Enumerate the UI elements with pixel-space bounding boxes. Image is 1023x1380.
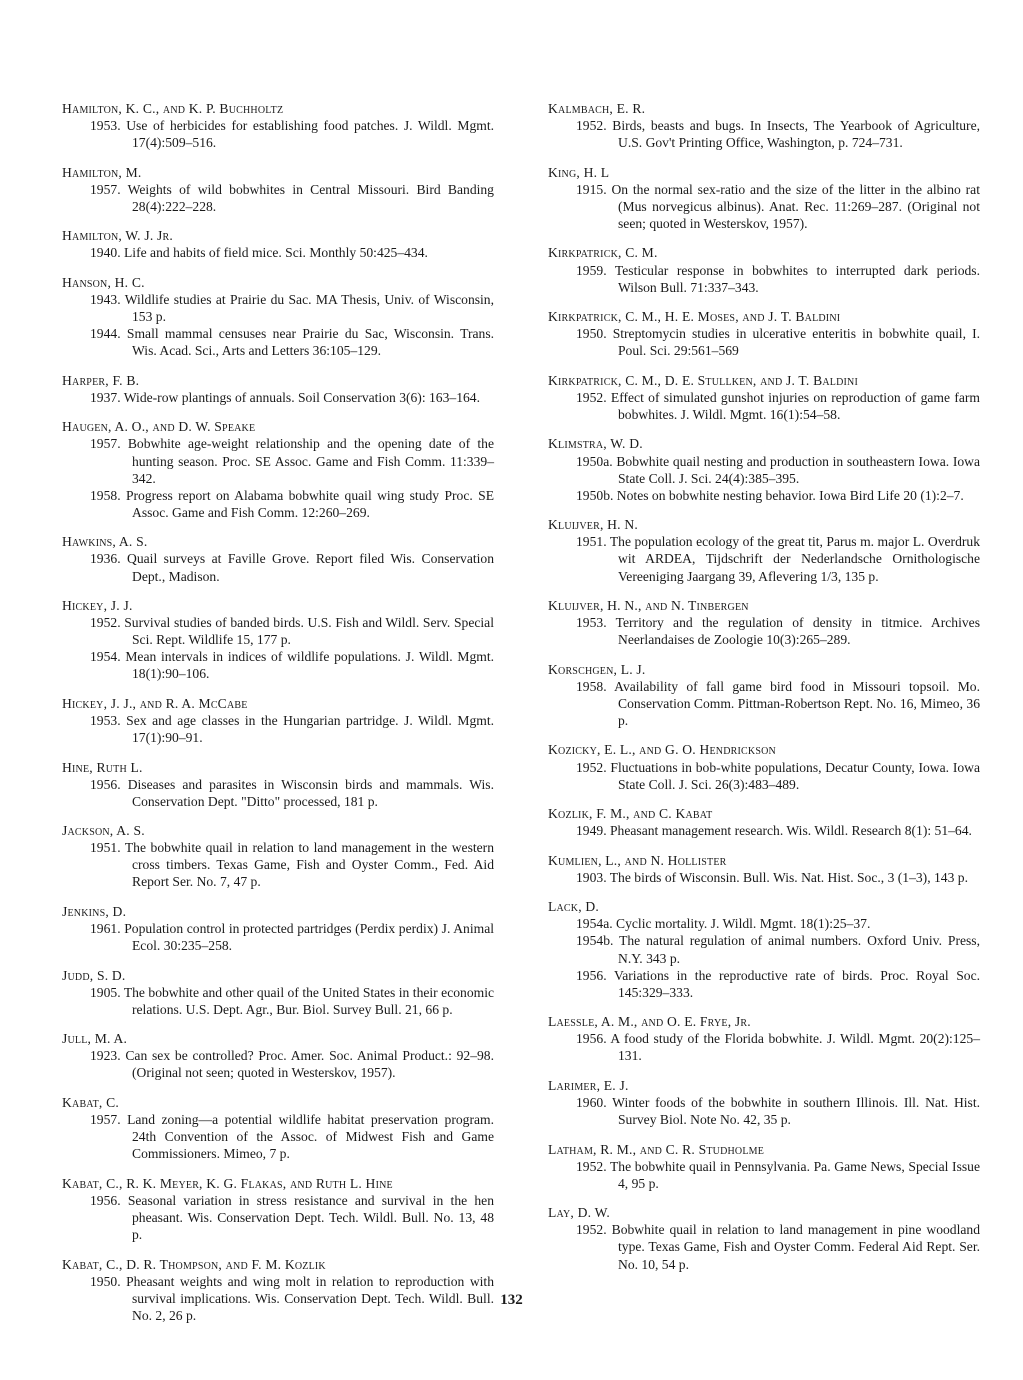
reference-author: Kozicky, E. L., and G. O. Hendrickson	[548, 742, 776, 758]
citation-text: The birds of Wisconsin. Bull. Wis. Nat. Hist. Soc., 3 (1–3), 143 p.	[609, 869, 968, 885]
citation-text: Mean intervals in indices of wildlife populations. J. Wildl. Mgmt. 18(1):90–106.	[125, 649, 495, 682]
reference-author: Haugen, A. O., and D. W. Speake	[62, 419, 256, 435]
page-number: 132	[500, 1292, 523, 1308]
citation-text: Territory and the regulation of density in titmice. Archives Neerlandaises de Zoologie 10(3):265–289.	[615, 615, 980, 648]
citation-text: Testicular response in bobwhites to interrupted dark periods. Wilson Bull. 71:337–343.	[614, 262, 980, 295]
reference-entry	[548, 244, 980, 295]
reference-citation	[548, 1221, 980, 1272]
reference-citation	[548, 967, 980, 1001]
reference-citation	[548, 759, 980, 793]
reference-author: Larimer, E. J.	[548, 1077, 629, 1093]
citation-text: Can sex be controlled? Proc. Amer. Soc. Animal Product.: 92–98. (Original not seen; quoted in Westerskov, 1957).	[125, 1048, 494, 1081]
citation-text: Notes on bobwhite nesting behavior. Iowa Bird Life 20 (1):2–7.	[616, 487, 964, 503]
citation-year: 1950b.	[576, 487, 614, 503]
citation-year: 1915.	[576, 181, 607, 197]
reference-entry	[548, 308, 980, 359]
reference-author: Hamilton, K. C., and K. P. Buchholtz	[62, 101, 284, 116]
citation-text: Progress report on Alabama bobwhite quail wing study Proc. SE Assoc. Game and Fish Comm. 12:260–269.	[125, 487, 495, 520]
reference-entry	[548, 1013, 980, 1064]
reference-entry	[62, 1256, 494, 1324]
citation-year: 1958.	[576, 678, 607, 694]
citation-text: Wide-row plantings of annuals. Soil Conservation 3(6): 163–164.	[123, 389, 480, 405]
citation-year: 1952.	[576, 1222, 607, 1238]
reference-author: Hamilton, W. J. Jr.	[62, 228, 173, 244]
reference-citation	[62, 984, 494, 1018]
reference-author: Judd, S. D.	[62, 967, 126, 983]
reference-citation	[548, 117, 980, 151]
right-column	[548, 100, 980, 1285]
reference-author: Lay, D. W.	[548, 1205, 610, 1221]
citation-year: 1953.	[576, 615, 607, 631]
reference-entry	[62, 822, 494, 890]
reference-citation	[548, 869, 980, 886]
reference-entry	[548, 435, 980, 503]
citation-text: Survival studies of banded birds. U.S. Fish and Wildl. Serv. Special Sci. Rept. Wildlife 15, 177 p.	[124, 615, 494, 648]
reference-entry	[62, 759, 494, 810]
reference-citation	[62, 291, 494, 325]
citation-text: The bobwhite and other quail of the United States in their economic relations. U.S. Dept. Agr., Bur. Biol. Survey Bull. 21, 66 p.	[123, 984, 495, 1017]
citation-text: Pheasant management research. Wis. Wildl. Research 8(1): 51–64.	[610, 823, 972, 839]
reference-author: Latham, R. M., and C. R. Studholme	[548, 1141, 765, 1157]
citation-text: Small mammal censuses near Prairie du Sac, Wisconsin. Trans. Wis. Acad. Sci., Arts and Letters 36:105–129.	[126, 326, 495, 359]
reference-entry	[548, 661, 980, 729]
citation-text: Winter foods of the bobwhite in southern Illinois. Ill. Nat. Hist. Survey Biol. Note No. 42, 35 p.	[612, 1094, 980, 1128]
citation-year: 1957.	[90, 1112, 121, 1128]
reference-author: Kluijver, H. N., and N. Tinbergen	[548, 597, 749, 613]
reference-citation	[548, 325, 980, 359]
reference-entry	[548, 898, 980, 1001]
reference-citation	[62, 389, 494, 406]
citation-year: 1940.	[90, 245, 121, 261]
citation-year: 1956.	[90, 1192, 121, 1208]
reference-citation	[548, 678, 980, 729]
reference-entry	[548, 1077, 980, 1128]
citation-year: 1943.	[90, 292, 121, 308]
reference-entry	[62, 227, 494, 261]
reference-author: Hine, Ruth L.	[62, 759, 143, 775]
citation-text: Pheasant weights and wing molt in relation to reproduction with survival implications. Wis. Conservation Dept. Tech. Wildl. Bull. No. 2, 26 p.	[126, 1273, 494, 1323]
reference-entry	[62, 164, 494, 215]
citation-text: The natural regulation of animal numbers. Oxford Univ. Press, N.Y. 343 p.	[618, 933, 980, 966]
citation-year: 1952.	[90, 615, 121, 631]
reference-citation	[548, 932, 980, 966]
reference-entry	[548, 372, 980, 423]
reference-citation	[62, 839, 494, 890]
reference-citation	[62, 1047, 494, 1081]
reference-author: Kozlik, F. M., and C. Kabat	[548, 806, 713, 822]
reference-citation	[62, 1192, 494, 1243]
reference-author: Hamilton, M.	[62, 164, 142, 180]
reference-entry	[62, 1094, 494, 1162]
citation-year: 1953.	[90, 118, 121, 134]
reference-citation	[548, 487, 980, 504]
citation-text: Sex and age classes in the Hungarian partridge. J. Wildl. Mgmt. 17(1):90–91.	[126, 712, 494, 746]
reference-citation	[62, 117, 494, 151]
reference-citation	[548, 1094, 980, 1128]
citation-text: The bobwhite quail in relation to land management in the western cross timbers. Texas Game, Fish and Oyster Comm., Fed. Aid Report Ser. No. 7, 47 p.	[124, 840, 494, 890]
citation-text: On the normal sex-ratio and the size of the litter in the albino rat (Mus norvegicus albinus). Anat. Rec. 11:269–287. (Original not seen; quoted in Westerskov, 1957).	[611, 181, 980, 231]
citation-year: 1952.	[576, 389, 607, 405]
citation-year: 1936.	[90, 551, 121, 567]
reference-entry	[62, 1030, 494, 1081]
citation-text: Use of herbicides for establishing food patches. J. Wildl. Mgmt. 17(4):509–516.	[126, 118, 494, 151]
citation-text: Diseases and parasites in Wisconsin birds and mammals. Wis. Conservation Dept. "Ditto" processed, 181 p.	[127, 776, 494, 809]
citation-year: 1952.	[576, 759, 607, 775]
reference-citation	[62, 648, 494, 682]
citation-text: The population ecology of the great tit, Parus m. major L. Overdruk wit ARDEA, Tijdschrift der Nederlandsche Ornithologische Vereeniging Jaargang 39, Aflevering 1/3, 135 p.	[609, 534, 981, 584]
reference-entry	[548, 1141, 980, 1192]
citation-year: 1957.	[90, 181, 121, 197]
reference-citation	[548, 1158, 980, 1192]
citation-text: Birds, beasts and bugs. In Insects, The Yearbook of Agriculture, U.S. Gov't Printing Office, Washington, p. 724–731.	[612, 118, 981, 151]
citation-text: Land zoning—a potential wildlife habitat preservation program. 24th Convention of the Assoc. of Midwest Fish and Game Commissioners. Mimeo, 7 p.	[127, 1112, 494, 1162]
citation-year: 1957.	[90, 436, 121, 452]
reference-citation	[62, 920, 494, 954]
citation-year: 1952.	[576, 1158, 607, 1174]
citation-text: Bobwhite quail nesting and production in southeastern Iowa. Iowa State Coll. J. Sci. 24(4):385–395.	[616, 453, 980, 486]
reference-entry	[62, 100, 494, 151]
citation-text: Streptomycin studies in ulcerative enteritis in bobwhite quail, I. Poul. Sci. 29:561–569	[612, 326, 980, 359]
reference-author: Kalmbach, E. R.	[548, 101, 646, 116]
citation-year: 1903.	[576, 869, 607, 885]
reference-author: Kluijver, H. N.	[548, 517, 638, 533]
reference-author: Kirkpatrick, C. M., H. E. Moses, and J. T. Baldini	[548, 309, 841, 325]
reference-entry	[548, 741, 980, 792]
reference-entry	[548, 516, 980, 584]
reference-entry	[548, 597, 980, 648]
reference-author: Kabat, C., R. K. Meyer, K. G. Flakas, and Ruth L. Hine	[62, 1175, 393, 1191]
reference-citation	[548, 1030, 980, 1064]
citation-year: 1958.	[90, 487, 121, 503]
citation-year: 1944.	[90, 326, 121, 342]
citation-year: 1961.	[90, 921, 121, 937]
reference-entry	[62, 1175, 494, 1243]
reference-author: Hickey, J. J., and R. A. McCabe	[62, 695, 248, 711]
reference-citation	[62, 1111, 494, 1162]
reference-author: Kirkpatrick, C. M.	[548, 245, 658, 261]
reference-entry	[548, 805, 980, 839]
reference-entry	[62, 695, 494, 746]
citation-year: 1960.	[576, 1094, 607, 1110]
reference-entry	[548, 164, 980, 232]
reference-citation	[548, 262, 980, 296]
citation-year: 1952.	[576, 118, 607, 134]
reference-entry	[548, 100, 980, 151]
reference-author: Kabat, C., D. R. Thompson, and F. M. Kozlik	[62, 1256, 326, 1272]
reference-citation	[62, 614, 494, 648]
reference-author: Lack, D.	[548, 899, 600, 915]
citation-text: The bobwhite quail in Pennsylvania. Pa. Game News, Special Issue 4, 95 p.	[610, 1158, 980, 1191]
reference-author: Hawkins, A. S.	[62, 534, 148, 550]
citation-year: 1950.	[90, 1273, 121, 1289]
citation-year: 1953.	[90, 712, 121, 728]
reference-entry	[62, 903, 494, 954]
citation-year: 1949.	[576, 823, 607, 839]
reference-author: Klimstra, W. D.	[548, 436, 643, 452]
citation-text: Population control in protected partridges (Perdix perdix) J. Animal Ecol. 30:235–258.	[124, 921, 494, 954]
reference-citation	[548, 389, 980, 423]
reference-citation	[62, 435, 494, 486]
reference-author: Kirkpatrick, C. M., D. E. Stullken, and J. T. Baldini	[548, 372, 859, 388]
reference-author: Jull, M. A.	[62, 1031, 128, 1047]
citation-year: 1951.	[576, 534, 607, 550]
reference-citation	[62, 550, 494, 584]
citation-year: 1954b.	[576, 933, 614, 949]
citation-text: Life and habits of field mice. Sci. Monthly 50:425–434.	[124, 245, 428, 261]
citation-text: Bobwhite age-weight relationship and the opening date of the hunting season. Proc. SE Assoc. Game and Fish Comm. 11:339–342.	[127, 436, 494, 486]
citation-text: A food study of the Florida bobwhite. J. Wildl. Mgmt. 20(2):125–131.	[610, 1031, 980, 1064]
reference-author: Laessle, A. M., and O. E. Frye, Jr.	[548, 1014, 751, 1030]
citation-text: Fluctuations in bob-white populations, Decatur County, Iowa. Iowa State Coll. J. Sci. 26(3):483–489.	[610, 759, 980, 792]
citation-year: 1954a.	[576, 916, 613, 932]
citation-year: 1954.	[90, 649, 121, 665]
reference-author: Kabat, C.	[62, 1094, 119, 1110]
reference-citation	[62, 712, 494, 746]
citation-text: Quail surveys at Faville Grove. Report filed Wis. Conservation Dept., Madison.	[127, 551, 494, 584]
citation-text: Bobwhite quail in relation to land management in pine woodland type. Texas Game, Fish and Oyster Comm. Federal Aid Rept. Ser. No. 10, 54 p.	[611, 1222, 980, 1272]
reference-entry	[548, 1204, 980, 1272]
reference-author: Jackson, A. S.	[62, 823, 145, 839]
citation-year: 1956.	[90, 776, 121, 792]
citation-year: 1951.	[90, 840, 121, 856]
citation-year: 1937.	[90, 389, 121, 405]
reference-entry	[62, 372, 494, 406]
reference-citation	[62, 325, 494, 359]
reference-author: Jenkins, D.	[62, 903, 127, 919]
citation-year: 1923.	[90, 1048, 121, 1064]
left-column	[62, 100, 494, 1336]
citation-year: 1905.	[90, 984, 121, 1000]
reference-author: Korschgen, L. J.	[548, 661, 646, 677]
reference-citation	[548, 614, 980, 648]
reference-citation	[62, 244, 494, 261]
reference-entry	[62, 597, 494, 682]
citation-year: 1956.	[576, 967, 607, 983]
reference-entry	[548, 852, 980, 886]
reference-citation	[548, 822, 980, 839]
citation-year: 1950a.	[576, 453, 613, 469]
reference-entry	[62, 274, 494, 359]
reference-author: Harper, F. B.	[62, 372, 140, 388]
citation-text: Availability of fall game bird food in Missouri topsoil. Mo. Conservation Comm. Pittman-Robertson Rept. No. 16, Mimeo, 36 p.	[614, 678, 980, 728]
reference-author: Kumlien, L., and N. Hollister	[548, 852, 727, 868]
citation-text: Cyclic mortality. J. Wildl. Mgmt. 18(1):25–37.	[616, 916, 871, 932]
reference-citation	[548, 181, 980, 232]
reference-entry	[62, 418, 494, 521]
citation-year: 1956.	[576, 1031, 607, 1047]
reference-entry	[62, 967, 494, 1018]
reference-author: Hickey, J. J.	[62, 597, 133, 613]
citation-text: Variations in the reproductive rate of birds. Proc. Royal Soc. 145:329–333.	[613, 967, 981, 1000]
citation-text: Seasonal variation in stress resistance and survival in the hen pheasant. Wis. Conservation Dept. Tech. Wildl. Bull. No. 13, 48 p.	[127, 1192, 494, 1243]
reference-citation	[62, 487, 494, 521]
reference-author: King, H. L	[548, 164, 610, 180]
reference-citation	[62, 776, 494, 810]
citation-text: Wildlife studies at Prairie du Sac. MA Thesis, Univ. of Wisconsin, 153 p.	[124, 292, 495, 325]
reference-citation	[548, 453, 980, 487]
citation-year: 1959.	[576, 262, 607, 278]
reference-citation	[548, 915, 980, 932]
reference-citation	[62, 181, 494, 215]
reference-author: Hanson, H. C.	[62, 274, 145, 290]
citation-text: Weights of wild bobwhites in Central Missouri. Bird Banding 28(4):222–228.	[127, 181, 494, 214]
citation-year: 1950.	[576, 326, 607, 342]
citation-text: Effect of simulated gunshot injuries on reproduction of game farm bobwhites. J. Wildl. Mgmt. 16(1):54–58.	[610, 389, 980, 422]
reference-entry	[62, 533, 494, 584]
reference-citation	[548, 533, 980, 584]
